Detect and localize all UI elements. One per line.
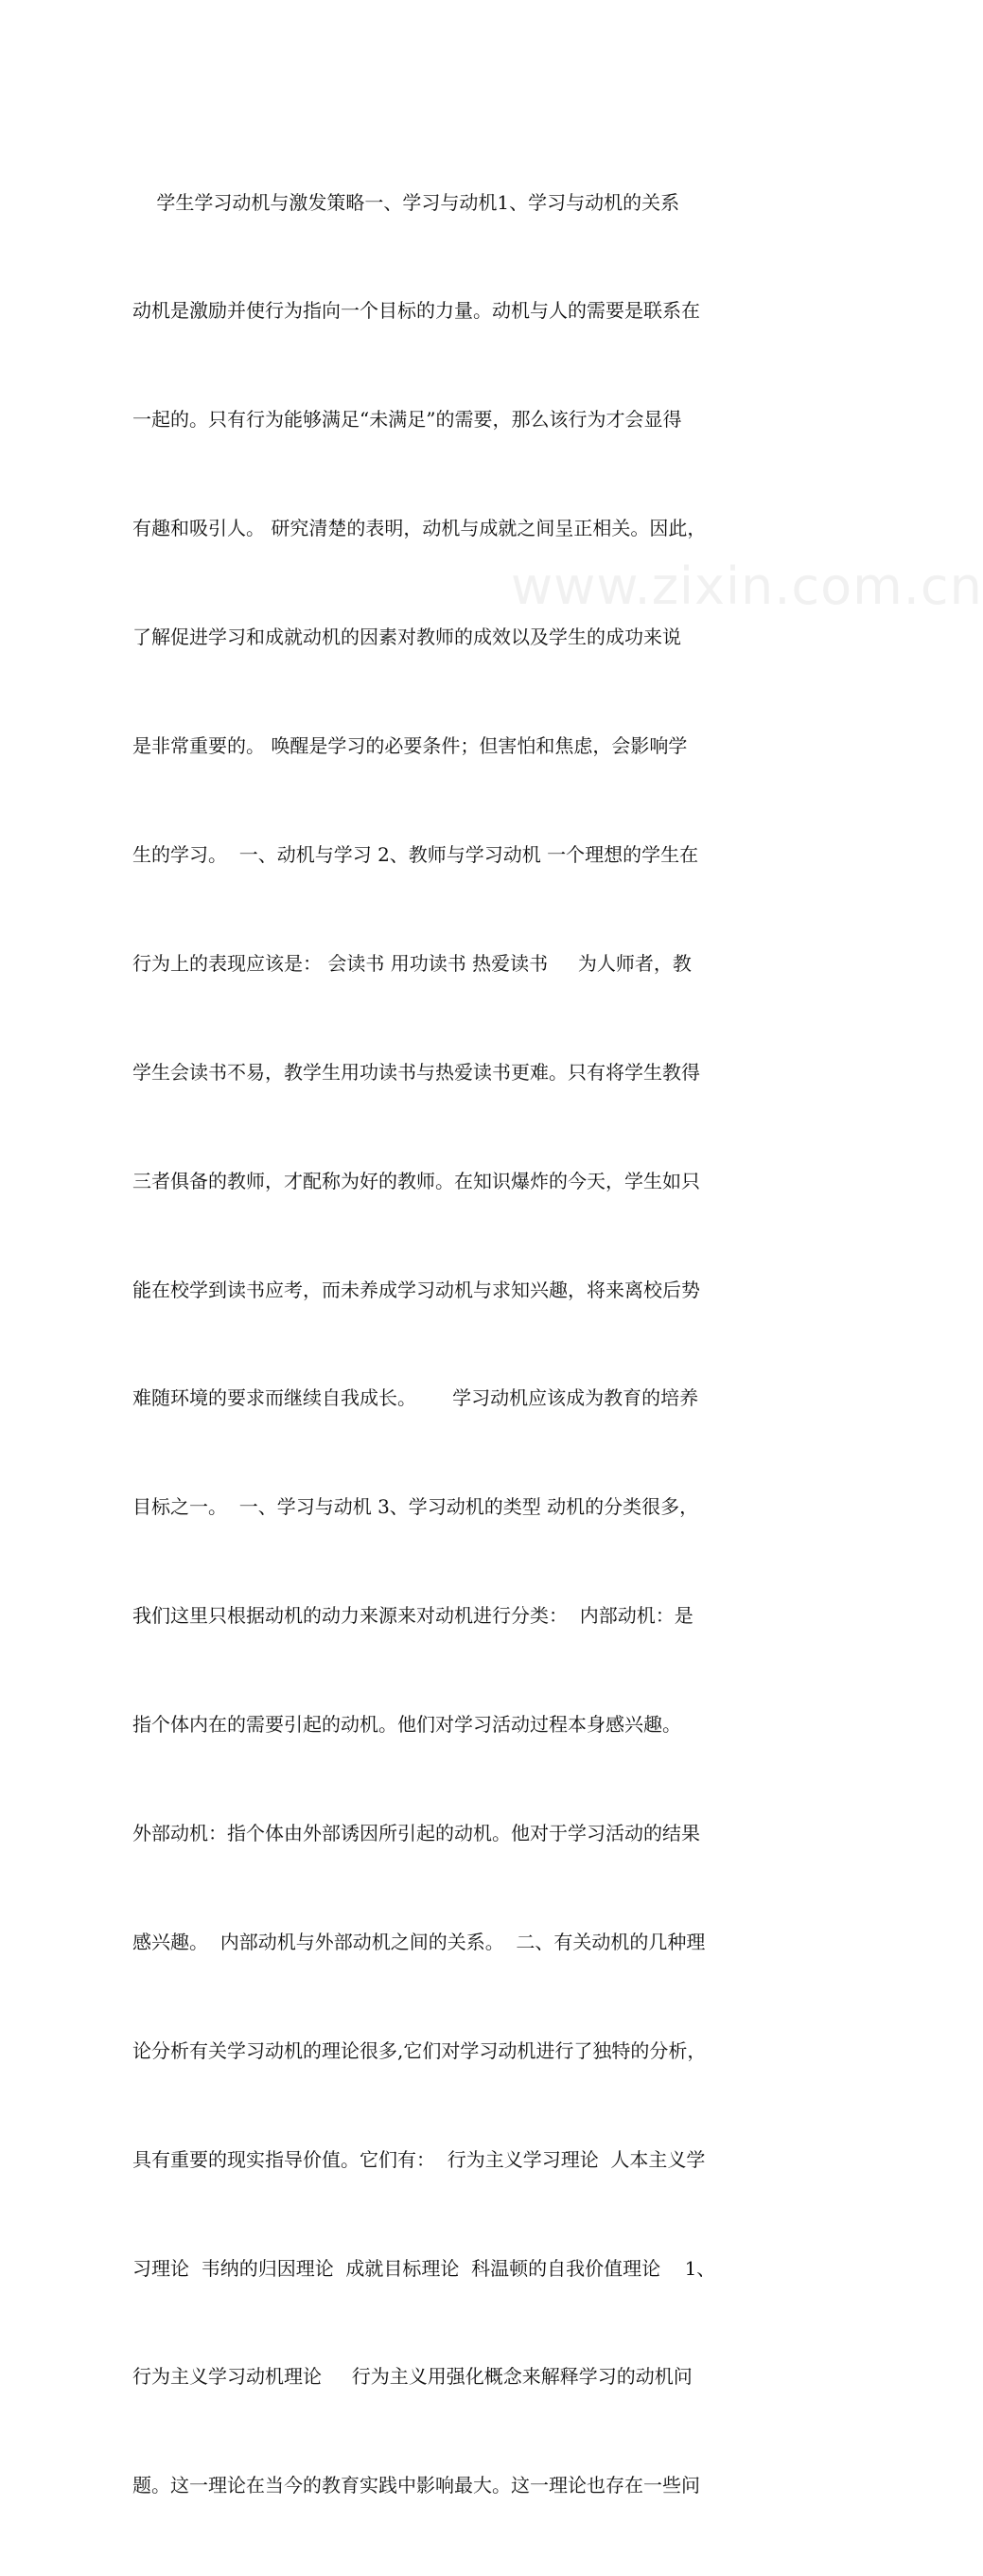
text-line-15: 指个体内在的需要引起的动机。他们对学习活动过程本身感兴趣。 (132, 1713, 681, 1737)
text-line-14: 我们这里只根据动机的动力来源来对动机进行分类： 内部动机：是 (132, 1604, 693, 1628)
text-line-3: 一起的。只有行为能够满足“未满足”的需要，那么该行为才会显得 (132, 408, 682, 432)
text-line-6: 是非常重要的。 唤醒是学习的必要条件；但害怕和焦虑，会影响学 (132, 734, 688, 758)
text-line-18: 论分析有关学习动机的理论很多,它们对学习动机进行了独特的分析， (132, 2038, 707, 2062)
text-line-1: 学生学习动机与激发策略一、学习与动机1、学习与动机的关系 (132, 190, 680, 214)
text-line-13: 目标之一。 一、学习与动机 3、学习动机的类型 动机的分类很多， (132, 1495, 699, 1519)
text-line-19: 具有重要的现实指导价值。它们有： 行为主义学习理论 人本主义学 (132, 2147, 706, 2171)
text-line-9: 学生会读书不易，教学生用功读书与热爱读书更难。只有将学生教得 (132, 1060, 700, 1084)
text-line-7: 生的学习。 一、动机与学习 2、教师与学习动机 一个理想的学生在 (132, 842, 699, 866)
text-line-16: 外部动机：指个体由外部诱因所引起的动机。他对于学习活动的结果 (132, 1821, 700, 1844)
text-line-8: 行为上的表现应该是： 会读书 用功读书 热爱读书 为人师者，教 (132, 951, 692, 975)
text-line-10: 三者俱备的教师，才配称为好的教师。在知识爆炸的今天，学生如只 (132, 1169, 700, 1192)
text-line-20: 习理论 韦纳的归因理论 成就目标理论 科温顿的自我价值理论 1、 (132, 2256, 716, 2280)
text-line-12: 难随环境的要求而继续自我成长。 学习动机应该成为教育的培养 (132, 1386, 699, 1410)
text-line-5: 了解促进学习和成就动机的因素对教师的成效以及学生的成功来说 (132, 626, 681, 649)
text-line-4: 有趣和吸引人。 研究清楚的表明，动机与成就之间呈正相关。因此， (132, 517, 707, 540)
body-text (132, 112, 743, 2576)
site-watermark: www.zixin.com.cn (511, 556, 983, 616)
text-line-22: 题。这一理论在当今的教育实践中影响最大。这一理论也存在一些问 (132, 2474, 700, 2497)
text-line-17: 感兴趣。 内部动机与外部动机之间的关系。 二、有关动机的几种理 (132, 1930, 706, 1953)
text-line-2: 动机是激励并使行为指向一个目标的力量。动机与人的需要是联系在 (132, 299, 700, 323)
text-line-11: 能在校学到读书应考，而未养成学习动机与求知兴趣，将来离校后势 (132, 1278, 700, 1301)
text-line-21: 行为主义学习动机理论 行为主义用强化概念来解释学习的动机问 (132, 2365, 693, 2389)
